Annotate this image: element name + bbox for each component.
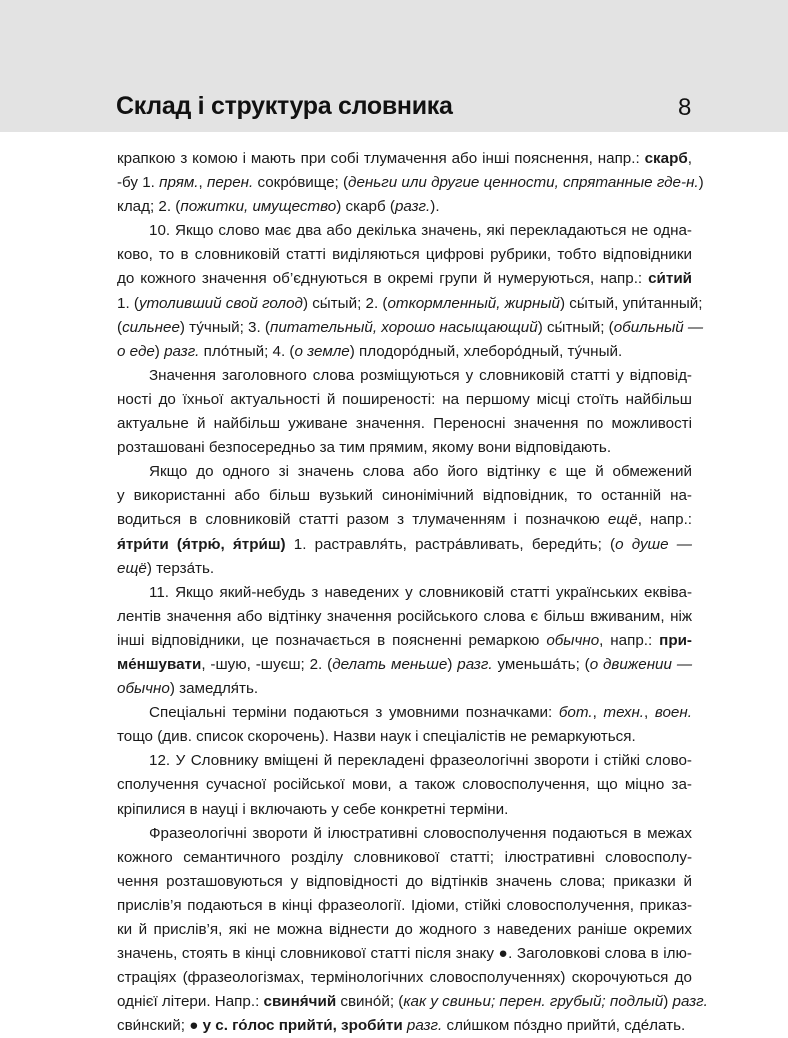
- text-line: обычно) замедля́ть.: [117, 680, 259, 698]
- paragraph: [117, 364, 692, 460]
- text-line: Фразеологічні звороти й ілюстративні словосполучення подаються в межах: [149, 824, 692, 842]
- text-line: ме́ншувати, -шую, -шуєш; 2. (делать меньше) разг. уменьша́ть; (о движении —: [117, 655, 693, 673]
- page-number: 8: [678, 94, 692, 121]
- text-line: 12. У Словнику вміщені й перекладені фразеологічні звороти і стійкі слово-: [149, 752, 692, 770]
- paragraph: [117, 822, 708, 1038]
- text-line: 1. (утоливший свой голод) сы́тый; 2. (откормленный, жирный) сы́тый, упи́танный;: [117, 294, 703, 312]
- text-line: сполучення сучасної російської мови, а також словосполучення, що міцно за-: [117, 776, 692, 794]
- text-line: ки й прислів’я, які не можна віднести до жодного з наведених раніше окремих: [117, 921, 692, 938]
- text-line: прислів’я подаються в кінці фразеології. Ідіоми, стійкі словосполучення, приказ-: [117, 896, 692, 914]
- text-line: актуальне й найбільш уживане значення. Переносні значення по можливості: [117, 415, 692, 433]
- page-header: [0, 0, 788, 132]
- text-line: кожного семантичного розділу словникової статті; ілюстративні словосполу-: [117, 848, 692, 866]
- text-line: (сильнее) ту́чный; 3. (питательный, хорошо насыщающий) сы́тный; (обильный —: [117, 318, 704, 336]
- text-line: 10. Якщо слово має два або декілька значень, які перекладаються не одна-: [149, 222, 692, 240]
- text-line: страціях (фразеологізмах, термінологічних словосполученнях) скорочуються до: [117, 969, 692, 987]
- text-line: інші відповідники, це позначається в поясненні ремаркою обычно, напр.: при-: [117, 631, 692, 649]
- text-line: Спеціальні терміни подаються з умовними позначками: бот., техн., воен.: [149, 704, 692, 722]
- text-line: о еде) разг. пло́тный; 4. (о земле) плодоро́дный, хлеборо́дный, ту́чный.: [117, 342, 623, 360]
- text-line: однієї літери. Напр.: свиня́чий свино́й; (как у свиньи; перен. грубый; подлый) разг.: [117, 993, 708, 1011]
- text-line: до кожного значення об’єднуються в окремі групи й нумеруються, напр.: си́тий: [117, 270, 692, 288]
- chapter-title: Склад і структура словника: [116, 92, 453, 120]
- text-line: я́три́ти (я́трю́, я́три́ш) 1. растравля́ть, растра́вливать, береди́ть; (о душе —: [117, 535, 692, 553]
- text-line: Значення заголовного слова розміщуються у словниковій статті у відповід-: [149, 366, 692, 384]
- text-line: 11. Якщо який-небудь з наведених у словниковій статті українських еквіва-: [149, 583, 692, 601]
- paragraph: [117, 219, 704, 364]
- paragraph: [117, 749, 692, 821]
- text-line: ності до їхньої актуальності й поширеності: на першому місці стоїть найбільш: [117, 390, 692, 408]
- paragraph: [117, 147, 704, 219]
- document-body: [117, 147, 708, 1038]
- text-line: ково, то в словниковій статті виділяються цифрові рубрики, тобто відповідники: [117, 246, 692, 264]
- text-line: тощо (див. список скорочень). Назви наук і спеціалістів не ремаркуються.: [117, 728, 636, 746]
- paragraph: [117, 581, 692, 701]
- text-line: чення розташовуються у відповідності до відтінків значень слова; приказки й: [117, 872, 692, 890]
- text-line: ещё) терза́ть.: [117, 559, 215, 577]
- text-line: значень, стоять в кінці словникової статті після знаку ●. Заголовкові слова в ілю-: [117, 945, 692, 963]
- text-line: кріпилися в науці і включають у себе конкретні терміни.: [117, 800, 509, 818]
- text-line: крапкою з комою і мають при собі тлумачення або інші пояснення, напр.: скарб,: [117, 150, 692, 167]
- text-line: сви́нский; ● у с. го́лос прийти́, зроби́ти разг. сли́шком по́здно прийти́, сде́лать.: [117, 1017, 686, 1035]
- text-line: Якщо до одного зі значень слова або його відтінку є ще й обмежений: [149, 463, 692, 481]
- text-line: -бу 1. прям., перен. сокро́вище; (деньги или другие ценности, спрятанные где-н.): [117, 174, 704, 192]
- text-line: лентів значення або відтінку значення російського слова є більш вживаним, ніж: [117, 607, 692, 625]
- paragraph: [117, 701, 692, 749]
- text-line: розташовані безпосередньо за тим прямим, якому вони відповідають.: [117, 439, 612, 457]
- text-line: у використанні або більш вузький синонімічний відповідник, то останній на-: [117, 487, 692, 505]
- text-line: водиться в словниковій статті разом з тлумаченням і позначкою ещё, напр.:: [117, 511, 693, 529]
- text-line: клад; 2. (пожитки, имущество) скарб (разг.).: [117, 198, 440, 216]
- paragraph: [117, 460, 692, 580]
